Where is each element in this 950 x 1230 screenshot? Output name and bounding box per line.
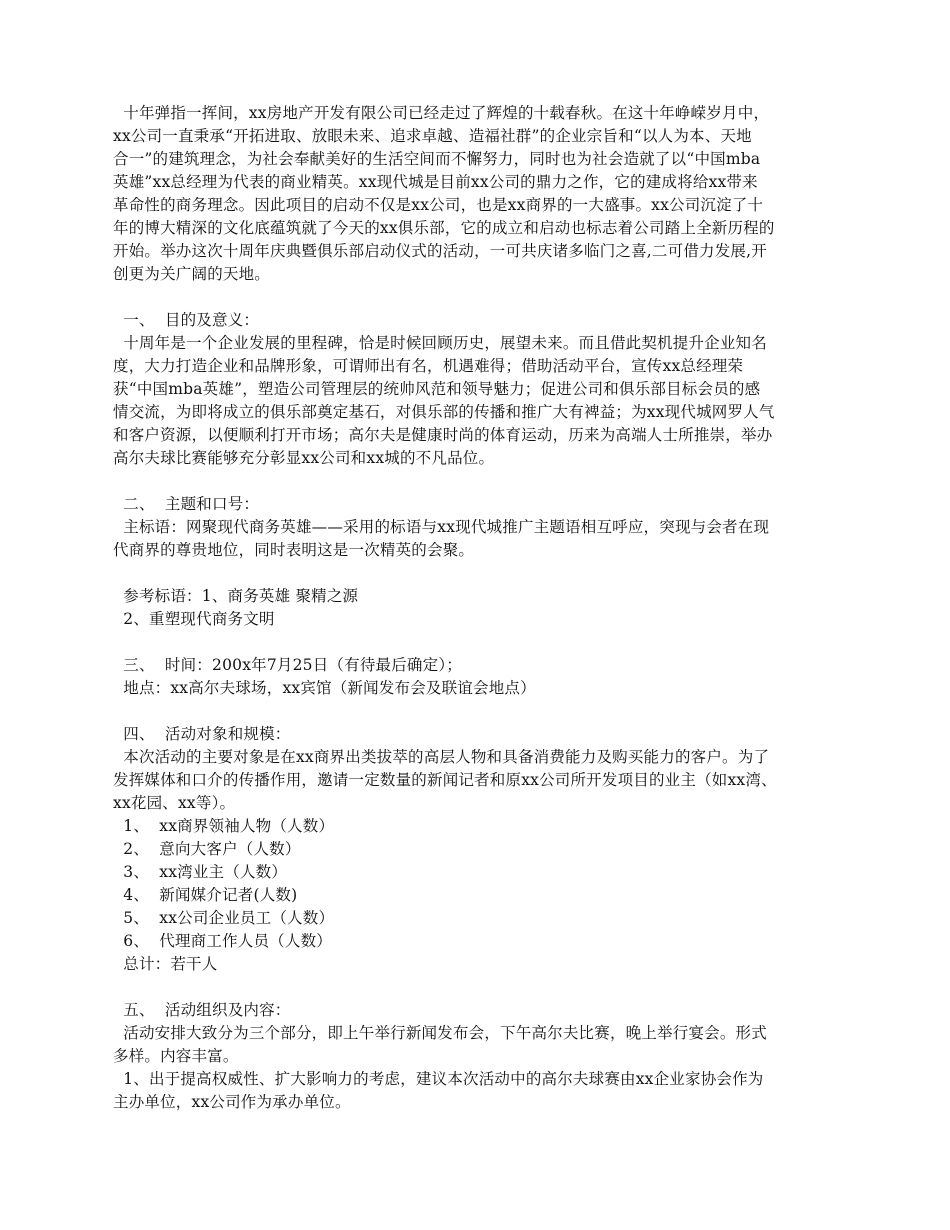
section-audience	[113, 723, 843, 976]
paragraph-line: 主办单位，xx公司作为承办单位。	[113, 1093, 351, 1111]
list-item: 4、 新闻媒介记者(人数)	[113, 886, 298, 904]
paragraph-line: 合一”的建筑理念，为社会奉献美好的生活空间而不懈努力，同时也为社会造就了以“中国mba	[113, 150, 761, 168]
section-purpose	[113, 309, 843, 470]
list-item: 2、 意向大客户（人数）	[113, 840, 301, 858]
section-heading: 一、 目的及意义：	[113, 311, 260, 329]
blank-line	[113, 286, 843, 309]
paragraph-line: 革命性的商务理念。因此项目的启动不仅是xx公司，也是xx商界的一大盛事。xx公司沉淀了十	[113, 196, 764, 214]
document-page	[113, 102, 843, 1114]
paragraph-line: 年的博大精深的文化底蕴筑就了今天的xx俱乐部，它的成立和启动也标志着公司踏上全新历程的	[113, 219, 775, 237]
slogan-line: 参考标语：1、商务英雄 聚精之源	[113, 587, 359, 605]
blank-line	[113, 631, 843, 654]
blank-line	[113, 562, 843, 585]
paragraph-line: 主标语：网聚现代商务英雄——采用的标语与xx现代城推广主题语相互呼应，突现与会者在现	[113, 518, 770, 536]
paragraph-line: 英雄”xx总经理为代表的商业精英。xx现代城是目前xx公司的鼎力之作，它的建成将给xx带来	[113, 173, 758, 191]
blank-line	[113, 470, 843, 493]
list-item: 5、 xx公司企业员工（人数）	[113, 909, 335, 927]
paragraph-line: 多样。内容丰富。	[113, 1047, 239, 1065]
section-heading: 四、 活动对象和规模：	[113, 725, 291, 743]
slogan-line: 2、重塑现代商务文明	[113, 610, 275, 628]
paragraph-line: 情交流，为即将成立的俱乐部奠定基石，对俱乐部的传播和推广大有裨益；为xx现代城网罗人气	[113, 403, 775, 421]
paragraph-line: 度，大力打造企业和品牌形象，可谓师出有名，机遇难得；借助活动平台，宣传xx总经理荣	[113, 357, 744, 375]
section-heading: 三、 时间：200x年7月25日（有待最后确定）；	[113, 656, 462, 674]
paragraph-line: 创更为关广阔的天地。	[113, 265, 271, 283]
section-time	[113, 654, 843, 700]
intro-paragraph	[113, 102, 843, 286]
section-organization	[113, 999, 843, 1114]
paragraph-line: 十年弹指一挥间，xx房地产开发有限公司已经走过了辉煌的十载春秋。在这十年峥嵘岁月中，	[113, 104, 770, 122]
paragraph-line: 和客户资源，以便顺利打开市场；高尔夫是健康时尚的体育运动，历来为高端人士所推崇，举办	[113, 426, 773, 444]
paragraph-line: 开始。举办这次十周年庆典暨俱乐部启动仪式的活动，一可共庆诸多临门之喜,二可借力发展,开	[113, 242, 767, 260]
paragraph-line: 高尔夫球比赛能够充分彰显xx公司和xx城的不凡品位。	[113, 449, 495, 467]
list-item: 1、 xx商界领袖人物（人数）	[113, 817, 335, 835]
blank-line	[113, 700, 843, 723]
paragraph-line: 1、出于提高权威性、扩大影响力的考虑，建议本次活动中的高尔夫球赛由xx企业家协会作为	[113, 1070, 764, 1088]
paragraph-line: 获“中国mba英雄”，塑造公司管理层的统帅风范和领导魅力；促进公司和俱乐部目标会员的感	[113, 380, 761, 398]
paragraph-line: 本次活动的主要对象是在xx商界出类拔萃的高层人物和具备消费能力及购买能力的客户。为了	[113, 748, 770, 766]
blank-line	[113, 976, 843, 999]
paragraph-line: 发挥媒体和口介的传播作用，邀请一定数量的新闻记者和原xx公司所开发项目的业主（如xx湾、	[113, 771, 777, 789]
paragraph-line: xx花园、xx等）。	[113, 794, 236, 812]
section-heading: 二、 主题和口号：	[113, 495, 260, 513]
paragraph-line: 十周年是一个企业发展的里程碑，恰是时候回顾历史，展望未来。而且借此契机提升企业知名	[113, 334, 767, 352]
section-heading: 五、 活动组织及内容：	[113, 1001, 291, 1019]
paragraph-line: 活动安排大致分为三个部分，即上午举行新闻发布会，下午高尔夫比赛，晚上举行宴会。形式	[113, 1024, 767, 1042]
total-line: 总计：若干人	[113, 955, 218, 973]
paragraph-line: 地点：xx高尔夫球场，xx宾馆（新闻发布会及联谊会地点）	[113, 679, 536, 697]
list-item: 6、 代理商工作人员（人数）	[113, 932, 332, 950]
paragraph-line: 代商界的尊贵地位，同时表明这是一次精英的会聚。	[113, 541, 475, 559]
section-theme	[113, 493, 843, 631]
list-item: 3、 xx湾业主（人数）	[113, 863, 288, 881]
paragraph-line: xx公司一直秉承“开拓进取、放眼未来、追求卓越、造福社群”的企业宗旨和“以人为本、天地	[113, 127, 752, 145]
